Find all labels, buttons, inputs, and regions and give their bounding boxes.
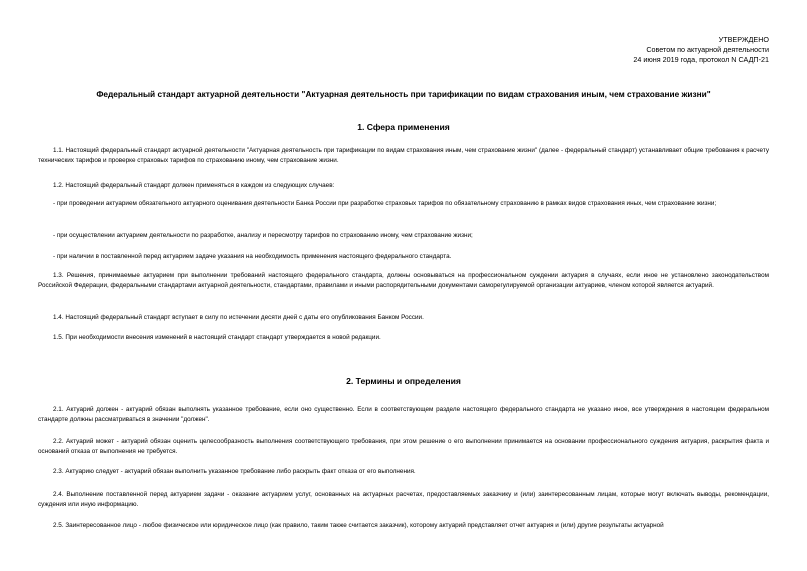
paragraph-1-2: 1.2. Настоящий федеральный стандарт должен применяться в каждом из следующих случаев:	[53, 182, 335, 189]
approval-block	[633, 35, 769, 65]
paragraph-1-2-item-a: - при проведении актуарием обязательного актуарного оценивания деятельности Банка России при разработке страховых тарифов по обязательному страхованию в рамках видов страхования иных, чем страхование жизни;	[53, 200, 717, 207]
paragraph-2-5: 2.5. Заинтересованное лицо - любое физическое или юридическое лицо (как правило, таким также считается заказчик), которому актуарий представляет отчет актуария и (или) другие результаты актуарной	[53, 522, 664, 529]
section-2-heading: 2. Термины и определения	[346, 376, 461, 386]
paragraph-2-2: 2.2. Актуарий может - актуарий обязан оценить целесообразность выполнения соответствующего требования, при этом решение о его выполнении принимается на основании профессионального суждения актуария, раскрытия факта и оснований отказа от выполнения не требуется.	[38, 438, 769, 455]
section-1-heading: 1. Сфера применения	[357, 122, 450, 132]
approving-body: Советом по актуарной деятельности	[646, 45, 769, 54]
paragraph-1-1: 1.1. Настоящий федеральный стандарт актуарной деятельности "Актуарная деятельность при тарификации по видам страхования иным, чем страхование жизни" (далее - федеральный стандарт) устанавливает общие требования к расчету технических тарифов и проверке страховых тарифов по страхованию иному, чем страхование жизни.	[38, 147, 769, 164]
approval-date-protocol: 24 июня 2019 года, протокол N САДП-21	[633, 55, 769, 64]
paragraph-2-3: 2.3. Актуарию следует - актуарий обязан выполнить указанное требование либо раскрыть факт отказа от его выполнения.	[53, 468, 416, 475]
paragraph-1-3: 1.3. Решения, принимаемые актуарием при выполнении требований настоящего федерального стандарта, должны основываться на профессиональном суждении актуария в случаях, если иное не установлено законодательством Российской Федерации, федеральными стандартами актуарной деятельности, стандартами, правилами и иными распорядительными документами саморегулируемой организации актуариев, членом которой является актуарий.	[38, 272, 769, 289]
paragraph-2-1: 2.1. Актуарий должен - актуарий обязан выполнять указанное требование, если оно существенно. Если в соответствующем разделе настоящего федерального стандарта не указано иное, все утверждения в настоящем федеральном стандарте должны рассматриваться в значении "должен".	[38, 406, 769, 423]
document-title: Федеральный стандарт актуарной деятельности "Актуарная деятельность при тарификации по видам страхования иным, чем страхование жизни"	[96, 89, 711, 99]
paragraph-1-5: 1.5. При необходимости внесения изменений в настоящий стандарт стандарт утверждается в новой редакции.	[53, 334, 381, 341]
paragraph-1-2-item-b: - при осуществлении актуарием деятельности по разработке, анализу и пересмотру тарифов по страхованию иному, чем страхование жизни;	[53, 232, 473, 239]
approval-stamp: УТВЕРЖДЕНО	[718, 35, 769, 44]
paragraph-1-2-item-c: - при наличии в поставленной перед актуарием задаче указания на необходимость применения настоящего федерального стандарта.	[53, 253, 452, 260]
paragraph-1-4: 1.4. Настоящий федеральный стандарт вступает в силу по истечении десяти дней с даты его опубликования Банком России.	[53, 314, 424, 321]
paragraph-2-4: 2.4. Выполнение поставленной перед актуарием задачи - оказание актуарием услуг, основанных на актуарных расчетах, предоставляемых заказчику и (или) заинтересованным лицам, которые могут включать выводы, рекомендации, суждения или иную информацию.	[38, 491, 769, 508]
